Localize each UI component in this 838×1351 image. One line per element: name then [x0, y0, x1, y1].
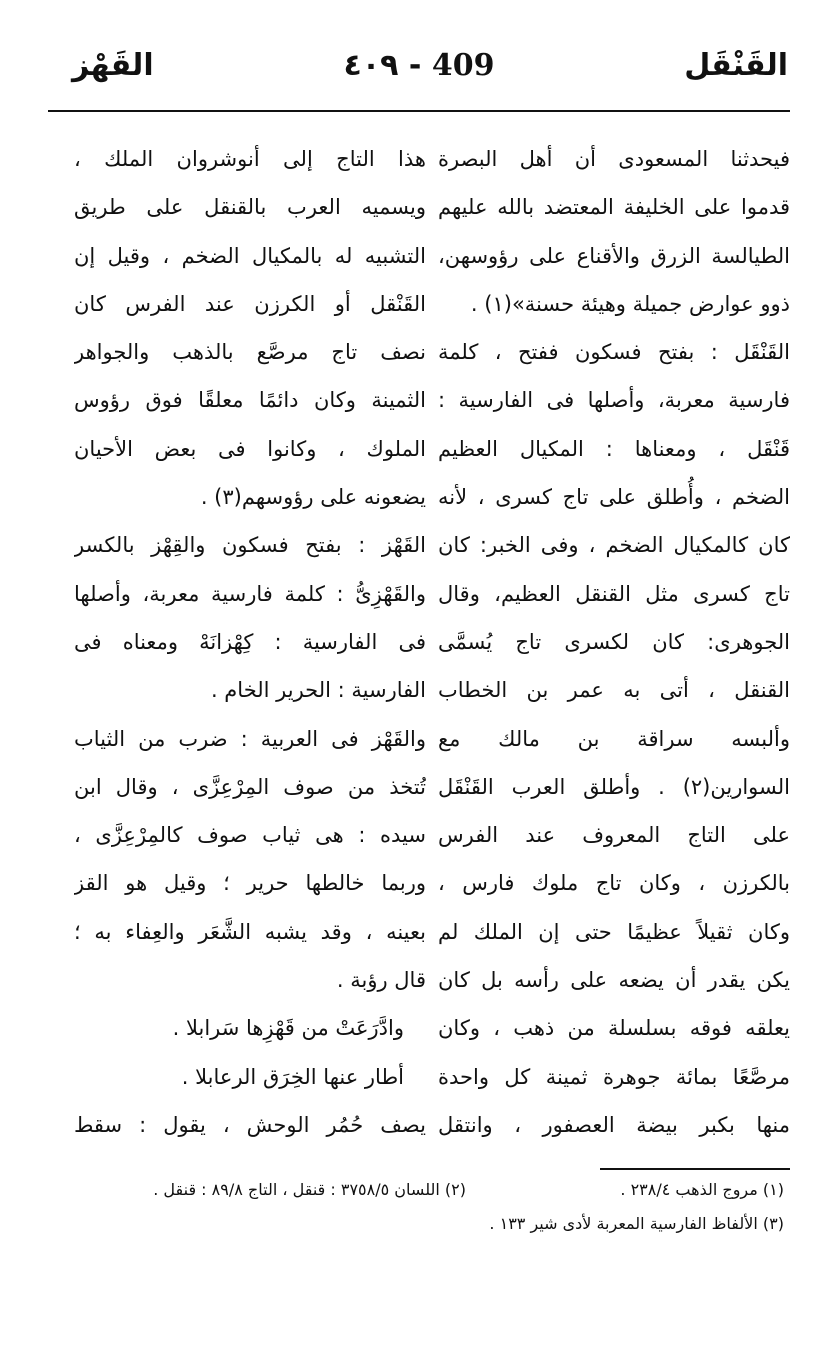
- text-line: الطيالسة الزرق والأقناع على رؤوسهن،: [438, 243, 790, 268]
- footnote-3: (٣) الألفاظ الفارسية المعربة لأدى شير ١٣٣ .: [489, 1214, 784, 1233]
- text-line: يعلقه فوقه بسلسلة من ذهب ، وكان: [438, 1016, 790, 1041]
- text-line: وكان ثقيلاً عظيمًا حتى إن الملك لم: [438, 919, 790, 944]
- text-line: ويسميه العرب بالقنقل على طريق: [74, 195, 426, 220]
- page-number-separator: -: [408, 48, 422, 83]
- entry-line-qanqal: القَنْقَل : بفتح فسكون ففتح ، كلمة: [438, 340, 790, 365]
- text-line: والقَهْز فى العربية : ضرب من الثياب: [74, 726, 426, 751]
- text-line: نصف تاج مرصَّع بالذهب والجواهر: [74, 340, 426, 365]
- text-line: الفارسية : الحرير الخام .: [210, 678, 426, 703]
- text-line: يصف حُمُر الوحش ، يقول : سقط: [74, 1112, 426, 1137]
- verse-line: أطار عنها الخِرَق الرعابلا .: [181, 1064, 404, 1089]
- text-line: قَنْقَل ، ومعناها : المكيال العظيم: [438, 436, 790, 461]
- text-line: الجوهرى: كان لكسرى تاج يُسمَّى: [438, 629, 790, 654]
- text-line: فيحدثنا المسعودى أن أهل البصرة: [438, 147, 790, 171]
- text-line: قدموا على الخليفة المعتضد بالله عليهم: [438, 195, 790, 220]
- right-column: [438, 135, 790, 1149]
- text-line: يكن يقدر أن يضعه على رأسه بل كان: [438, 968, 790, 993]
- running-head-left: القَهْز: [72, 48, 154, 83]
- text-line: بالكرزن ، وكان تاج ملوك فارس ،: [438, 871, 790, 896]
- footnote-2: (٢) اللسان ٣٧٥٨/٥ : قنقل ، التاج ٨٩/٨ : قنقل .: [153, 1180, 466, 1199]
- entry-line-qahz: القَهْز : بفتح فسكون والقِهْز بالكسر: [74, 533, 426, 558]
- text-line: الضخم ، وأُطلق على تاج كسرى ، لأنه: [438, 485, 790, 510]
- text-line: بعينه ، وقد يشبه الشَّعَر والعِفاء به ؛: [74, 919, 426, 944]
- text-line: القَنْقل أو الكرزن عند الفرس كان: [74, 291, 426, 316]
- text-line: تاج كسرى مثل القنقل العظيم، وقال: [438, 581, 790, 606]
- text-line: والقَهْزِىُّ : كلمة فارسية معربة، وأصلها: [74, 581, 426, 606]
- text-line: يضعونه على رؤوسهم(٣) .: [200, 485, 426, 510]
- text-line: منها بكبر بيضة العصفور ، وانتقل: [438, 1112, 790, 1137]
- text-line: وألبسه سراقة بن مالك مع: [438, 726, 790, 751]
- text-line: فارسية معربة، وأصلها فى الفارسية :: [438, 388, 790, 413]
- text-line: القنقل ، أتى به عمر بن الخطاب: [438, 678, 790, 703]
- text-line: تُتخذ من صوف المِرْعِزَّى ، وقال ابن: [74, 774, 426, 799]
- text-line: مرصَّعًا بمائة جوهرة ثمينة كل واحدة: [438, 1064, 790, 1089]
- verse-line: وادَّرَعَتْ من قَهْزِها سَرابلا .: [172, 1016, 404, 1041]
- footnote-rule: [600, 1168, 790, 1170]
- text-line: هذا التاج إلى أنوشروان الملك ،: [74, 147, 426, 171]
- running-head-right: القَنْقَل: [684, 48, 788, 83]
- text-line: الملوك ، وكانوا فى بعض الأحيان: [74, 436, 426, 461]
- text-line: الثمينة وكان دائمًا معلقًا فوق رؤوس: [74, 388, 426, 413]
- left-column: [74, 135, 426, 1149]
- text-line: كان كالمكيال الضخم ، وفى الخبر: كان: [438, 533, 790, 558]
- text-line: ذوو عوارض جميلة وهيئة حسنة»(١) .: [470, 291, 790, 316]
- text-line: فى الفارسية : كِهْزانَهْ ومعناه فى: [74, 629, 426, 654]
- text-line: قال رؤبة .: [336, 968, 426, 993]
- text-line: على التاج المعروف عند الفرس: [438, 823, 790, 848]
- header-rule: [48, 110, 790, 112]
- page-number-latin: 409: [431, 48, 495, 83]
- text-line: سيده : هى ثياب صوف كالمِرْعِزَّى ،: [74, 823, 426, 848]
- footnote-1: (١) مروج الذهب ٢٣٨/٤ .: [620, 1180, 784, 1199]
- text-line: السوارين(٢) . وأطلق العرب القَنْقَل: [438, 774, 790, 799]
- text-line: التشبيه له بالمكيال الضخم ، وقيل إن: [74, 243, 426, 268]
- text-line: وربما خالطها حرير ؛ وقيل هو القز: [74, 871, 426, 896]
- page-number-arabic: ٤٠٩: [343, 48, 399, 83]
